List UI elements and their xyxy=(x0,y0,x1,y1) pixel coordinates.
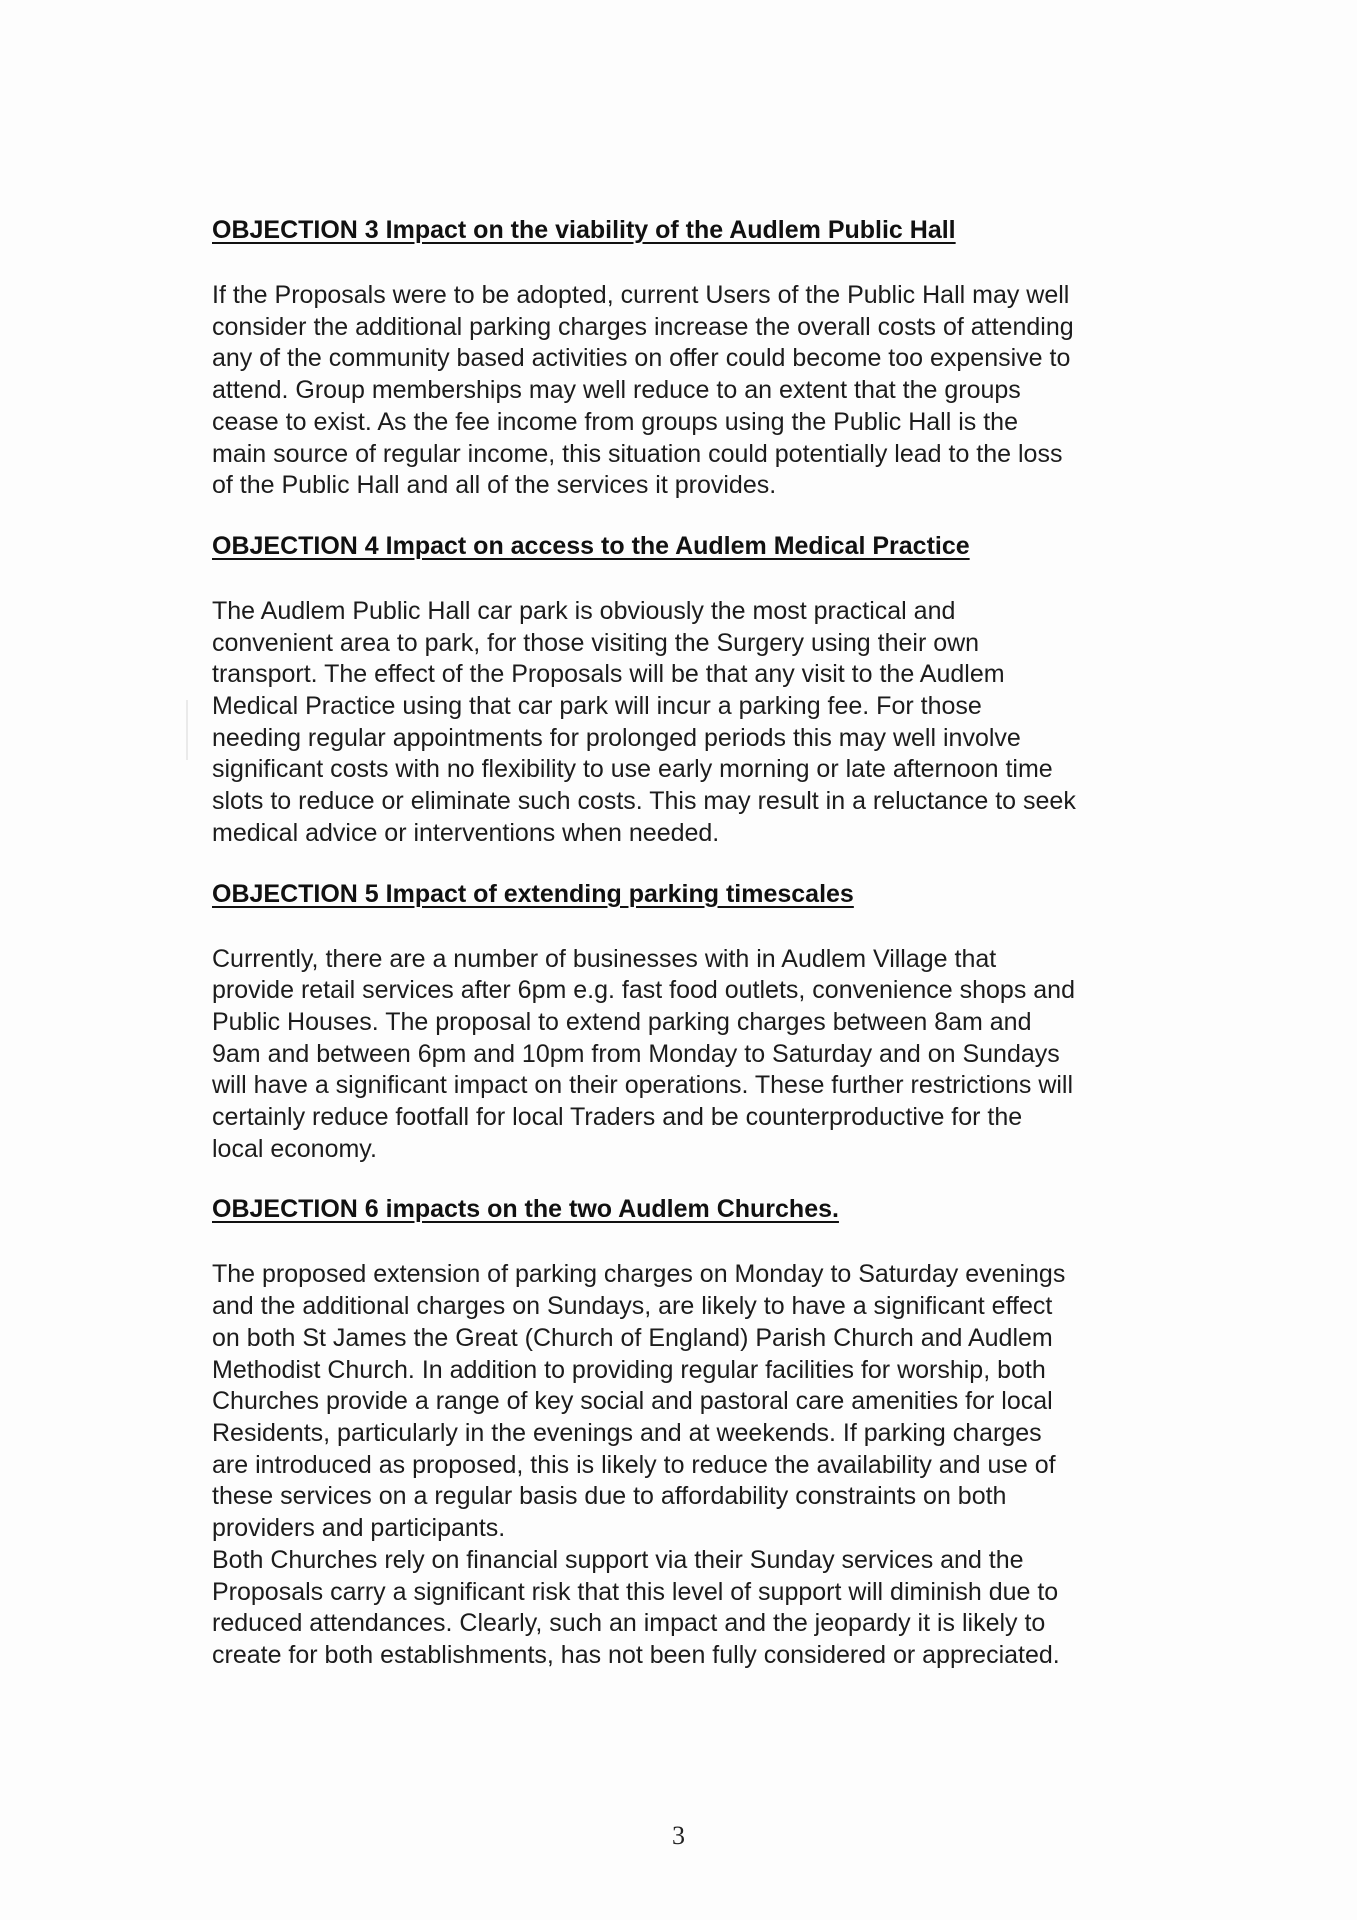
objection-3-heading: OBJECTION 3 Impact on the viability of the Audlem Public Hall xyxy=(212,216,956,244)
scan-artifact xyxy=(186,700,188,760)
objection-5-heading: OBJECTION 5 Impact of extending parking timescales xyxy=(212,879,854,908)
objection-5-section xyxy=(212,878,1192,1166)
document-body xyxy=(212,214,1192,1672)
objection-4-section xyxy=(212,530,1192,850)
objection-4-heading: OBJECTION 4 Impact on access to the Audlem Medical Practice xyxy=(212,531,970,560)
objection-6-heading: OBJECTION 6 impacts on the two Audlem Churches. xyxy=(212,1195,839,1224)
objection-6-paragraph-1: The proposed extension of parking charges on Monday to Saturday evenings and the additional charges on Sundays, are likely to have a significant effect on both St James the Great (Church of England) Parish Church and Audlem Methodist Church. In addition to providing regular facilities for worship, both Churches provide a range of key social and pastoral care amenities for local Residents, particularly in the evenings and at weekends. If parking charges are introduced as proposed, this is likely to reduce the availability and use of these services on a regular basis due to affordability constraints on both providers and participants. xyxy=(212,1260,1066,1543)
objection-3-section xyxy=(212,214,1192,502)
objection-4-paragraph: The Audlem Public Hall car park is obviously the most practical and convenient area to park, for those visiting the Surgery using their own transport. The effect of the Proposals will be that any visit to the Audlem Medical Practice using that car park will incur a parking fee. For those needing regular appointments for prolonged periods this may well involve significant costs with no flexibility to use early morning or late afternoon time slots to reduce or eliminate such costs. This may result in a reluctance to seek medical advice or interventions when needed. xyxy=(212,596,1076,847)
objection-5-paragraph: Currently, there are a number of businesses with in Audlem Village that provide retail services after 6pm e.g. fast food outlets, convenience shops and Public Houses. The proposal to extend parking charges between 8am and 9am and between 6pm and 10pm from Monday to Saturday and on Sundays will have a significant impact on their operations. These further restrictions will certainly reduce footfall for local Traders and be counterproductive for the local economy. xyxy=(212,944,1075,1163)
objection-3-paragraph: If the Proposals were to be adopted, current Users of the Public Hall may well consider the additional parking charges increase the overall costs of attending any of the community based activities on offer could become too expensive to attend. Group memberships may well reduce to an extent that the groups cease to exist. As the fee income from groups using the Public Hall is the main source of regular income, this situation could potentially lead to the loss of the Public Hall and all of the services it provides. xyxy=(212,281,1074,500)
objection-6-paragraph-2: Both Churches rely on financial support via their Sunday services and the Proposals carry a significant risk that this level of support will diminish due to reduced attendances. Clearly, such an impact and the jeopardy it is likely to create for both establishments, has not been fully considered or appreciated. xyxy=(212,1545,1060,1669)
objection-6-section xyxy=(212,1193,1192,1671)
page-number: 3 xyxy=(672,1821,685,1850)
